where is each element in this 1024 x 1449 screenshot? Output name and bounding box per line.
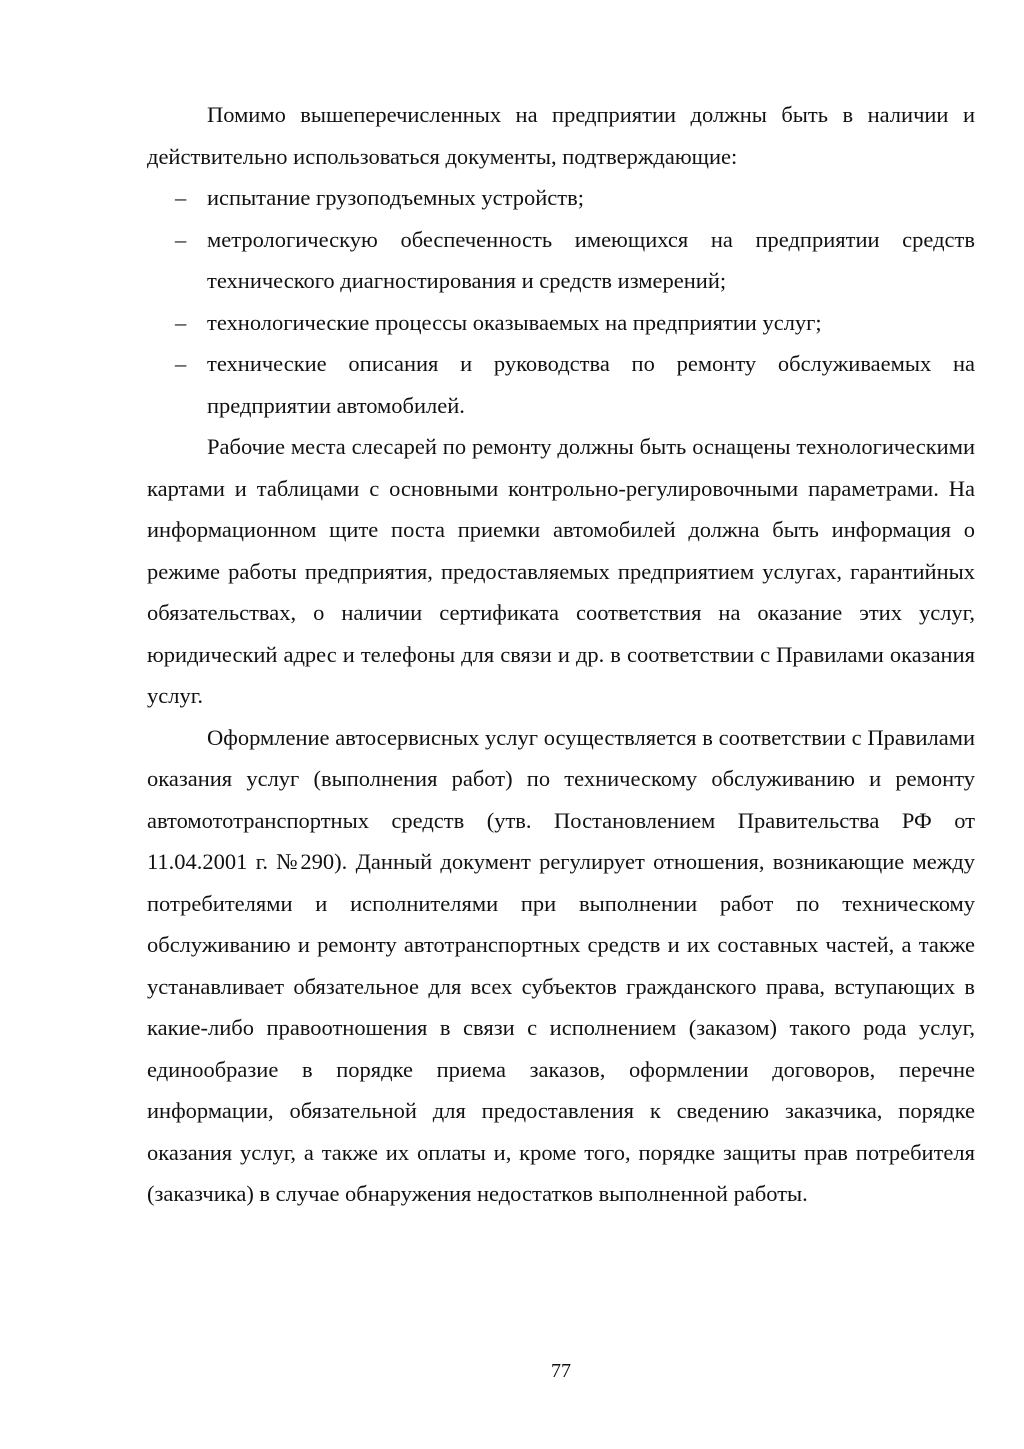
list-item-text: метрологическую обеспеченность имеющихся на предприятии средств технического диагностирования и средств измерений; (207, 226, 975, 293)
list-item (147, 302, 975, 344)
list-item-text: технологические процессы оказываемых на предприятии услуг; (207, 309, 822, 335)
list-item-text: испытание грузоподъемных устройств; (207, 185, 584, 210)
intro-paragraph: Помимо вышеперечисленных на предприятии должны быть в наличии и действительно использоваться документы, подтверждающие: (147, 102, 975, 169)
dash-bullet: – (175, 226, 187, 252)
page-number: 77 (551, 1360, 571, 1382)
list-item-text: технические описания и руководства по ремонту обслуживаемых на предприятии автомобилей. (207, 351, 975, 418)
dash-bullet: – (175, 351, 187, 376)
list-item (147, 177, 975, 219)
dash-bullet: – (175, 185, 187, 210)
document-list (147, 177, 975, 426)
list-item (147, 343, 975, 426)
dash-bullet: – (175, 309, 187, 335)
document-body (147, 94, 975, 1215)
body-paragraph: Рабочие места слесарей по ремонту должны быть оснащены технологическими картами и таблицами с основными контрольно-регулировочными параметрами. На информационном щите поста приемки автомобилей должна быть информация о режиме работы предприятия, предоставляемых предприятием услугах, гарантийных обязательствах, о наличии сертификата соответствия на оказание этих услуг, юридический адрес и телефоны для связи и др. в соответствии с Правилами оказания услуг. (147, 434, 975, 708)
list-item (147, 219, 975, 302)
body-paragraph: Оформление автосервисных услуг осуществляется в соответствии с Правилами оказания услуг (выполнения работ) по техническому обслуживанию и ремонту автомототранспортных средств (утв. Постановлением Правительства РФ от 11.04.2001 г. №290). Данный документ регулирует отношения, возникающие между потребителями и исполнителями при выполнении работ по техническому обслуживанию и ремонту автотранспортных средств и их составных частей, а также устанавливает обязательное для всех субъектов гражданского права, вступающих в какие-либо правоотношения в связи с исполнением (заказом) такого рода услуг, единообразие в порядке приема заказов, оформлении договоров, перечне информации, обязательной для предоставления к сведению заказчика, порядке оказания услуг, а также их оплаты и, кроме того, порядке защиты прав потребителя (заказчика) в случае обнаружения недостатков выполненной работы. (147, 724, 975, 1206)
